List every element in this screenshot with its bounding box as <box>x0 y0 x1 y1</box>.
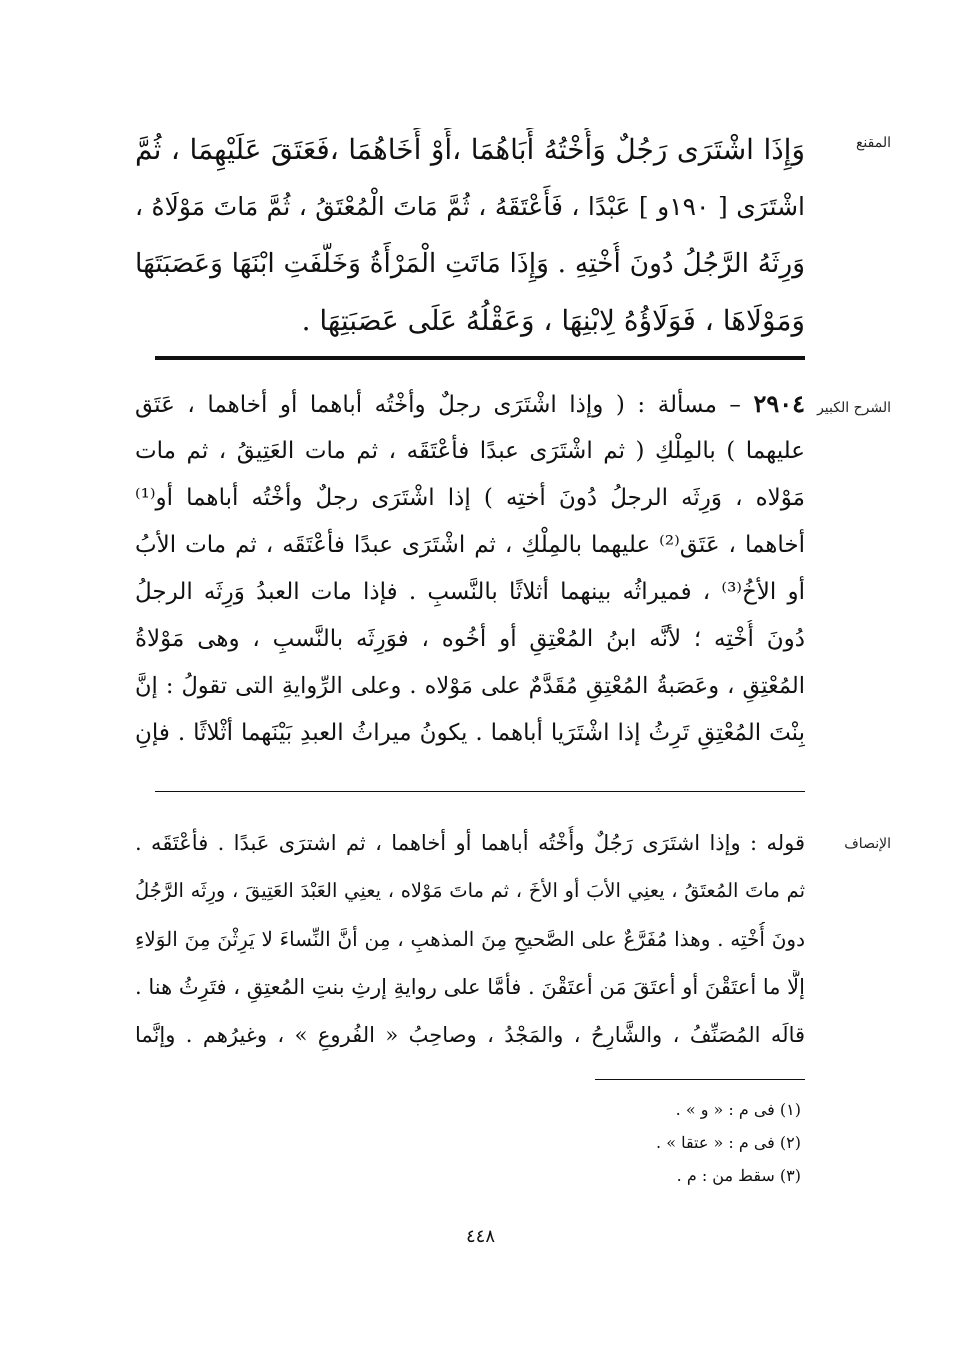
section-divider-thin <box>155 791 805 792</box>
section-divider-thick <box>155 356 805 360</box>
sharh-line-first-text: – مسألة : ( وإذا اشْتَرَى رجلٌ وأخْتُه أباهما أو أخاهما ، عَتَق <box>135 392 754 418</box>
muqni-line: وَرِثَهُ الرَّجُلُ دُونَ أُخْتِهِ . وَإِذَا مَاتَتِ الْمَرْأَةُ وَخَلَّفَتِ ابْنَهَا وَعَصَبَتَهَا <box>135 248 805 279</box>
side-label-muqni: المقنع <box>855 135 891 151</box>
muqni-line: اشْتَرَى [ ١٩٠و ] عَبْدًا ، فَأَعْتَقَهُ ، ثُمَّ مَاتَ الْمُعْتَقُ ، ثُمَّ مَاتَ مَوْلَاهُ ، <box>135 192 805 221</box>
sharh-line: أو الأخُ⁽³⁾ ، فميراثُه بينهما أثلاثًا بالنَّسبِ . فإذا مات العبدُ وَرِثَه الرجلُ <box>135 579 805 605</box>
sharh-line: المُعْتِقِ ، وعَصَبةُ المُعْتِقِ مُقَدَّمٌ على مَوْلاه . وعلى الرِّوايةِ التى تقولُ : إنَّ <box>135 673 805 699</box>
side-label-sharh: الشرح الكبير <box>817 400 891 416</box>
issue-number: ٢٩٠٤ <box>753 389 805 418</box>
page-number: ٤٤٨ <box>465 1226 495 1247</box>
insaf-line: إلَّا ما أعتَقْنَ أو أعتَقَ مَن أعتَقْنَ . فأمَّا على روايةِ إرثِ بنتِ المُعتِقِ ، فتَرِثُ هنا . <box>135 975 805 999</box>
sharh-line-first <box>135 385 805 423</box>
insaf-line: قالَه المُصَنِّفُ ، والشَّارِحُ ، والمَجْدُ ، وصاحِبُ « الفُروعِ » ، وغيرُهم . وإنَّما <box>135 1023 805 1047</box>
footnote-divider <box>595 1079 805 1080</box>
sharh-line: عليهما ) بالمِلْكِ ( ثم اشْتَرَى عبدًا فأعْتَقَه ، ثم مات العَتِيقُ ، ثم مات <box>135 438 805 464</box>
footnote-2: (٢) فى م : « عتقا » . <box>656 1133 801 1152</box>
insaf-line: دونَ أُخْتِه . وهذا مُفَرَّعٌ على الصَّحيحِ مِنَ المذهبِ ، مِن أنَّ النِّساءَ لا يَرِثْنَ مِنَ الوَلاءِ <box>135 927 805 951</box>
muqni-line: وَإِذَا اشْتَرَى رَجُلٌ وَأُخْتُهُ أَبَاهُمَا ،أَوْ أَخَاهُمَا ،فَعَتَقَ عَلَيْهِمَا ، ثُمَّ <box>135 133 805 166</box>
sharh-line: مَوْلاه ، وَرِثَه الرجلُ دُونَ أختِه ) إذا اشْتَرَى رجلٌ وأخْتُه أباهما أو⁽¹⁾ <box>135 485 805 511</box>
sharh-line: بِنْتَ المُعْتِقِ تَرِثُ إذا اشْتَرَيا أباهما . يكونُ ميراثُ العبدِ بَيْنَهما أثْلاثًا . فإنِ <box>135 720 805 746</box>
muqni-line: وَمَوْلَاهَا ، فَوَلَاؤُهُ لِابْنِهَا ، وَعَقْلُهُ عَلَى عَصَبَتِهَا . <box>301 304 805 337</box>
footnote-3: (٣) سقط من : م . <box>676 1166 801 1185</box>
insaf-line: ثم ماتَ المُعتَقُ ، يعنِي الأبَ أو الأخَ ، ثم ماتَ مَوْلاه ، يعنِي العَبْدَ العَتِيقَ ، ورِثَه الرَّجُلُ <box>135 879 805 902</box>
insaf-line: قوله : وإذا اشتَرَى رَجُلٌ وأُخْتُه أباهما أو أخاهما ، ثم اشترَى عَبدًا . فأعْتَقَه . <box>135 831 805 855</box>
sharh-line: دُونَ أُخْتِه ؛ لأنَّه ابنُ المُعْتِقِ أو أخُوه ، فوَرِثَه بالنَّسبِ ، وهى مَوْلاةُ <box>135 626 805 652</box>
side-label-insaf: الإنصاف <box>844 836 891 852</box>
sharh-line: أخاهما ، عَتَق⁽²⁾ عليهما بالمِلْكِ ، ثم اشْتَرَى عبدًا فأعْتَقَه ، ثم مات الأبُ <box>135 532 805 558</box>
footnote-1: (١) فى م : « و » . <box>675 1100 801 1119</box>
